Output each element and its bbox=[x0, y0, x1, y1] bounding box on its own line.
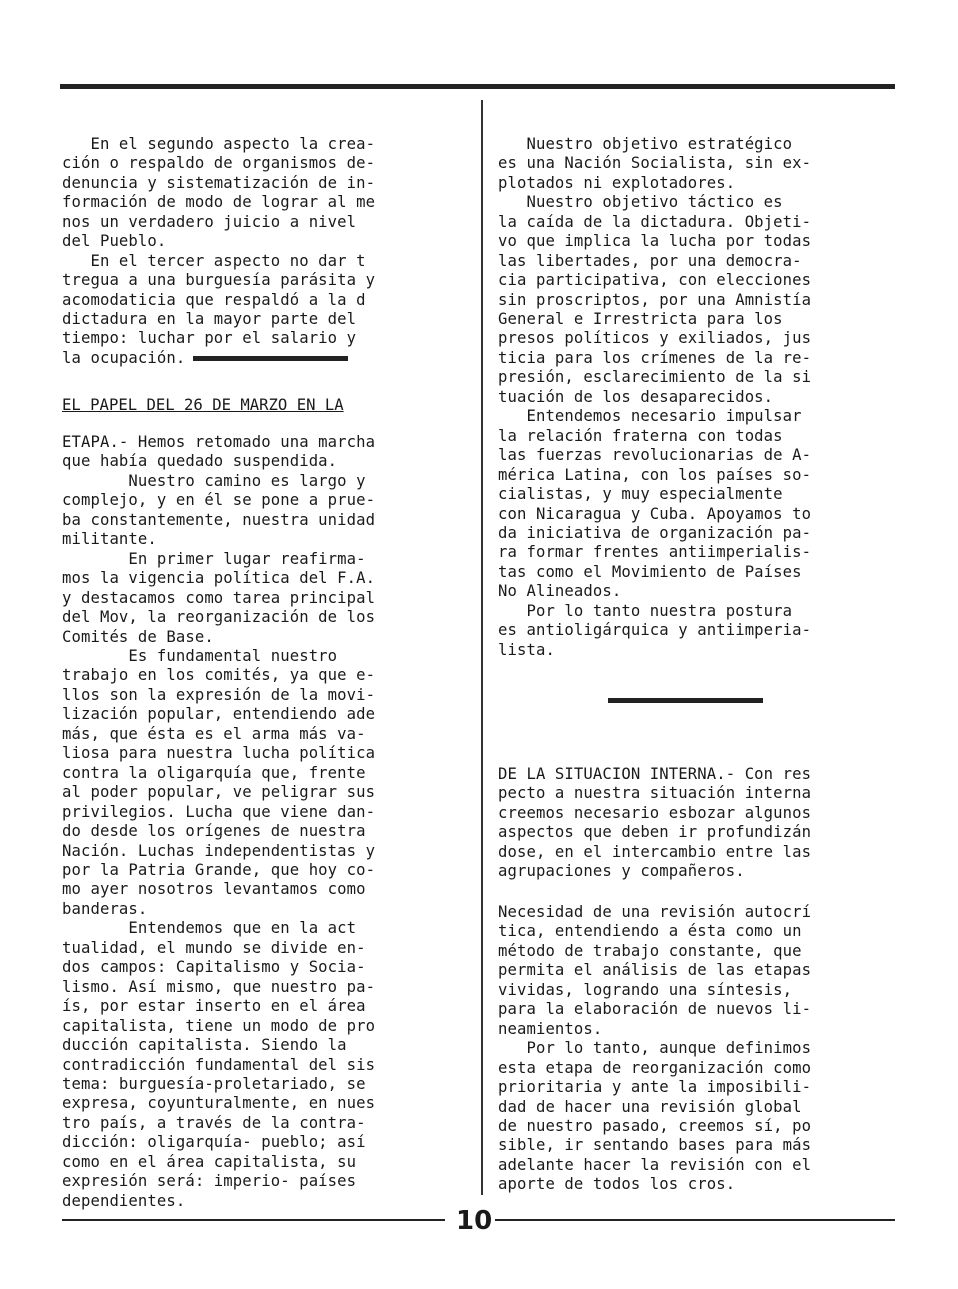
revision-body: Necesidad de una revisión autocrí tica, entendiendo a ésta como un método de trabajo constante, que permita el análisis de las etapas vividas, logrando una síntesis, para la elaboración de nuevos li- neamientos. Por lo tanto, aunque definimos esta etapa de reorganización como prioritaria y ante la imposibili- dad de hacer una revisión global de nuestro pasado, creemos sí, po sible, ir sentando bases para más adelante hacer la revisión con el aporte de todos los cros. bbox=[498, 903, 812, 1194]
page-number: 10 bbox=[456, 1206, 493, 1236]
objectives-text: Nuestro objetivo estratégico es una Nación Socialista, sin ex- plotados ni explotadores. Nuestro objetivo táctico es la caída de la dictadura. Objeti- vo que implica la lucha por todas las libertades, por una democra- cia participativa, con elecciones sin proscriptos, por una Amnistía General e Irrestricta para los presos políticos y exiliados, jus ticia para los crímenes de la re- presión, esclarecimiento de la si tuación de los desaparecidos. Entendemos necesario impulsar la relación fraterna con todas las fuerzas revolucionarias de A- mérica Latina, con los países so- cialistas, y muy especialmente con Nicaragua y Cuba. Apoyamos to da iniciativa de organización pa- ra formar frentes antiimperialis- tas como el Movimiento de Países No Alineados. Por lo tanto nuestra postura es antioligárquica y antiimperia- lista. bbox=[498, 134, 812, 659]
left-separator bbox=[193, 356, 348, 361]
right-column bbox=[498, 96, 898, 680]
right-separator bbox=[608, 698, 763, 703]
column-divider bbox=[481, 100, 483, 1195]
section-heading: EL PAPEL DEL 26 DE MARZO EN LA bbox=[62, 396, 344, 414]
section-body: ETAPA.- Hemos retomado una marcha que había quedado suspendida. Nuestro camino es largo y complejo, y en él se pone a prue- ba constantemente, nuestra unidad militante. En primer lugar reafirma- mos la vigencia política del F.A. y destacamos como tarea principal del Mov, la reorganización de los Comités de Base. Es fundamental nuestro trabajo en los comités, ya que e- llos son la expresión de la movi- lización popular, entendiendo ade más, que ésta es el arma más va- liosa para nuestra lucha política contra la oligarquía que, frente al poder popular, ve peligrar sus privilegios. Lucha que viene dan- do desde los orígenes de nuestra Nación. Luchas independentistas y por la Patria Grande, que hoy co- mo ayer nosotros levantamos como banderas. Entendemos que en la act tualidad, el mundo se divide en- dos campos: Capitalismo y Socia- lismo. Así mismo, que nuestro pa- ís, por estar inserto en el área capitalista, tiene un modo de pro ducción capitalista. Siendo la contradicción fundamental del sis tema: burguesía-proletariado, se expresa, coyunturalmente, en nues tro país, a través de la contra- dicción: oligarquía- pueblo; así como en el área capitalista, su expresión será: imperio- países dependientes. bbox=[62, 433, 376, 1210]
internal-situation-body: DE LA SITUACION INTERNA.- Con res pecto a nuestra situación interna creemos necesario esbozar algunos aspectos que deben ir profundizán dose, en el intercambio entre las agrupaciones y compañeros. bbox=[498, 765, 812, 881]
bottom-rule-right bbox=[495, 1219, 895, 1221]
top-rule bbox=[60, 84, 895, 89]
bottom-rule-left bbox=[62, 1219, 445, 1221]
intro-paragraphs: En el segundo aspecto la crea- ción o respaldo de organismos de- denuncia y sistematización de in- formación de modo de lograr al me nos un verdadero juicio a nivel del Pueblo. En el tercer aspecto no dar t tregua a una burguesía parásita y acomodaticia que respaldó a la d dictadura en la mayor parte del tiempo: luchar por el salario y la ocupación. bbox=[62, 134, 376, 367]
left-column bbox=[62, 96, 472, 388]
